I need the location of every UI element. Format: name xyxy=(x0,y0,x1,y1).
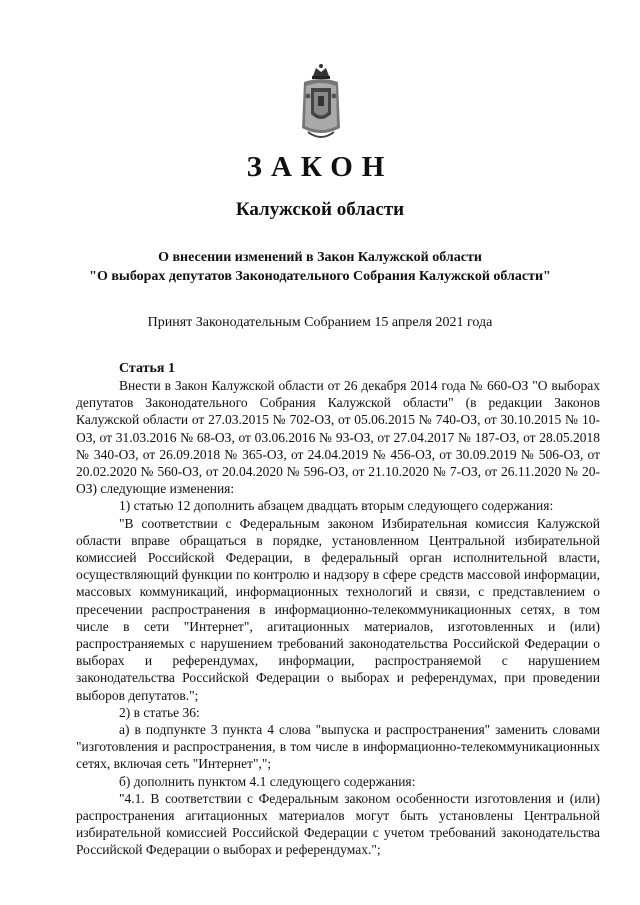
paragraph-subitem-a: а) в подпункте 3 пункта 4 слова "выпуска и распространения" заменить словами "изготовления и распространения, в том числе в информационно-телекоммуникационных сетях, включая сеть "Интернет","; xyxy=(76,722,600,772)
paragraph-item-2: 2) в статье 36: xyxy=(119,704,200,720)
article-body xyxy=(76,377,600,859)
law-title: ЗАКОН xyxy=(246,151,394,183)
adoption-date: Принят Законодательным Собранием 15 апреля 2021 года xyxy=(147,315,493,330)
paragraph-quote-2: "4.1. В соответствии с Федеральным законом особенности изготовления и (или) распространения агитационных материалов могут быть установлены Центральной избирательной комиссией Российской Федерации с учетом требований законодательства Российской Федерации о выборах и референдумах."; xyxy=(76,790,600,858)
paragraph-subitem-b: б) дополнить пунктом 4.1 следующего содержания: xyxy=(119,773,416,789)
article-heading: Статья 1 xyxy=(119,361,175,376)
paragraph-quote-1: "В соответствии с Федеральным законом Избирательная комиссия Калужской области вправе обращаться в порядке, установленном Центральной избирательной комиссией Российской Федерации, в федеральный орган исполнительной власти, осуществляющий функции по контролю и надзору в сфере средств массовой информации, массовых коммуникаций, информационных технологий и связи, с представлением о пресечении распространения в информационно-телекоммуникационных сетях, в том числе в сети "Интернет", агитационных материалов, изготовленных и (или) распространяемых с нарушением требований законодательства Российской Федерации о выборах и референдумах, информации, распространяемой с нарушением законодательства Российской Федерации о выборах и референдумах, при проведении выборов депутатов."; xyxy=(76,515,600,703)
coat-of-arms-icon xyxy=(296,62,346,144)
law-subject xyxy=(0,248,640,286)
subject-line-1: О внесении изменений в Закон Калужской области xyxy=(158,250,482,265)
law-region: Калужской области xyxy=(235,199,405,220)
subject-line-2: "О выборах депутатов Законодательного Собрания Калужской области" xyxy=(89,269,551,284)
paragraph-intro: Внести в Закон Калужской области от 26 декабря 2014 года № 660-ОЗ "О выборах депутатов Законодательного Собрания Калужской области" (в редакции Законов Калужской области от 27.03.2015 № 702-ОЗ, от 05.06.2015 № 740-ОЗ, от 30.10.2015 № 10-ОЗ, от 31.03.2016 № 68-ОЗ, от 03.06.2016 № 93-ОЗ, от 27.04.2017 № 187-ОЗ, от 28.05.2018 № 340-ОЗ, от 26.09.2018 № 365-ОЗ, от 24.04.2019 № 456-ОЗ, от 30.09.2019 № 506-ОЗ, от 20.02.2020 № 560-ОЗ, от 20.04.2020 № 596-ОЗ, от 21.10.2020 № 7-ОЗ, от 26.11.2020 № 20-ОЗ) следующие изменения: xyxy=(76,378,600,497)
paragraph-item-1: 1) статью 12 дополнить абзацем двадцать вторым следующего содержания: xyxy=(119,498,554,514)
